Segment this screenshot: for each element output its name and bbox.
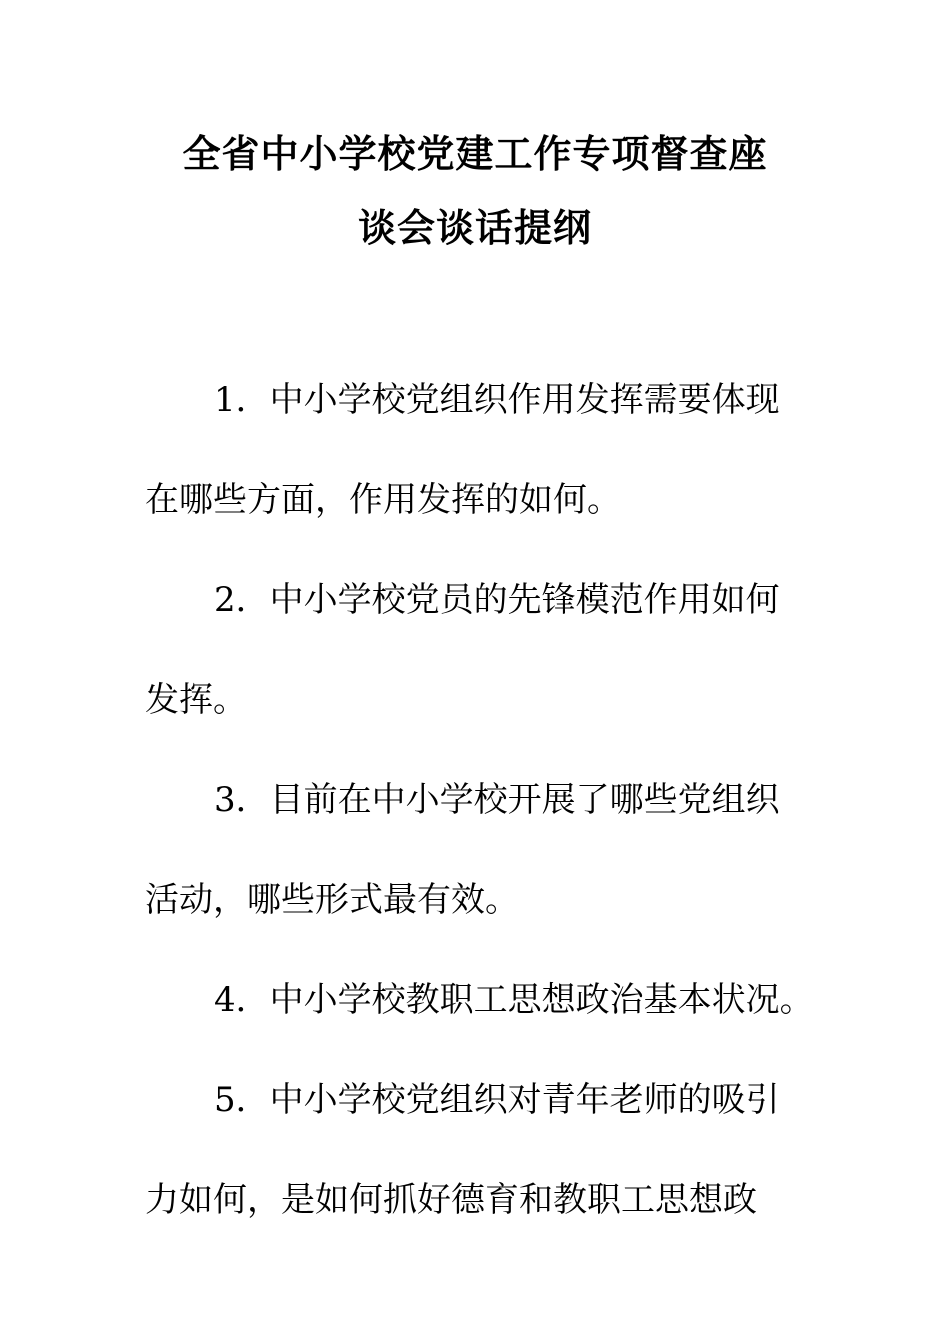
item-5-line-2: 力如何，是如何抓好德育和教职工思想政 [145,1180,757,1220]
item-2-line-2: 发挥。 [145,680,247,720]
item-3-line-2: 活动，哪些形式最有效。 [145,880,519,920]
item-5-line-1: 5．中小学校党组织对青年老师的吸引 [214,1080,780,1120]
document-title-line-2: 谈会谈话提纲 [357,206,592,250]
item-4-line-1: 4．中小学校教职工思想政治基本状况。 [214,980,814,1020]
item-3-line-1: 3．目前在中小学校开展了哪些党组织 [214,780,780,820]
item-2-line-1: 2．中小学校党员的先锋模范作用如何 [214,580,780,620]
item-1-line-2: 在哪些方面，作用发挥的如何。 [145,480,621,520]
item-1-line-1: 1．中小学校党组织作用发挥需要体现 [214,380,780,420]
document-title-line-1: 全省中小学校党建工作专项督查座 [182,132,768,176]
